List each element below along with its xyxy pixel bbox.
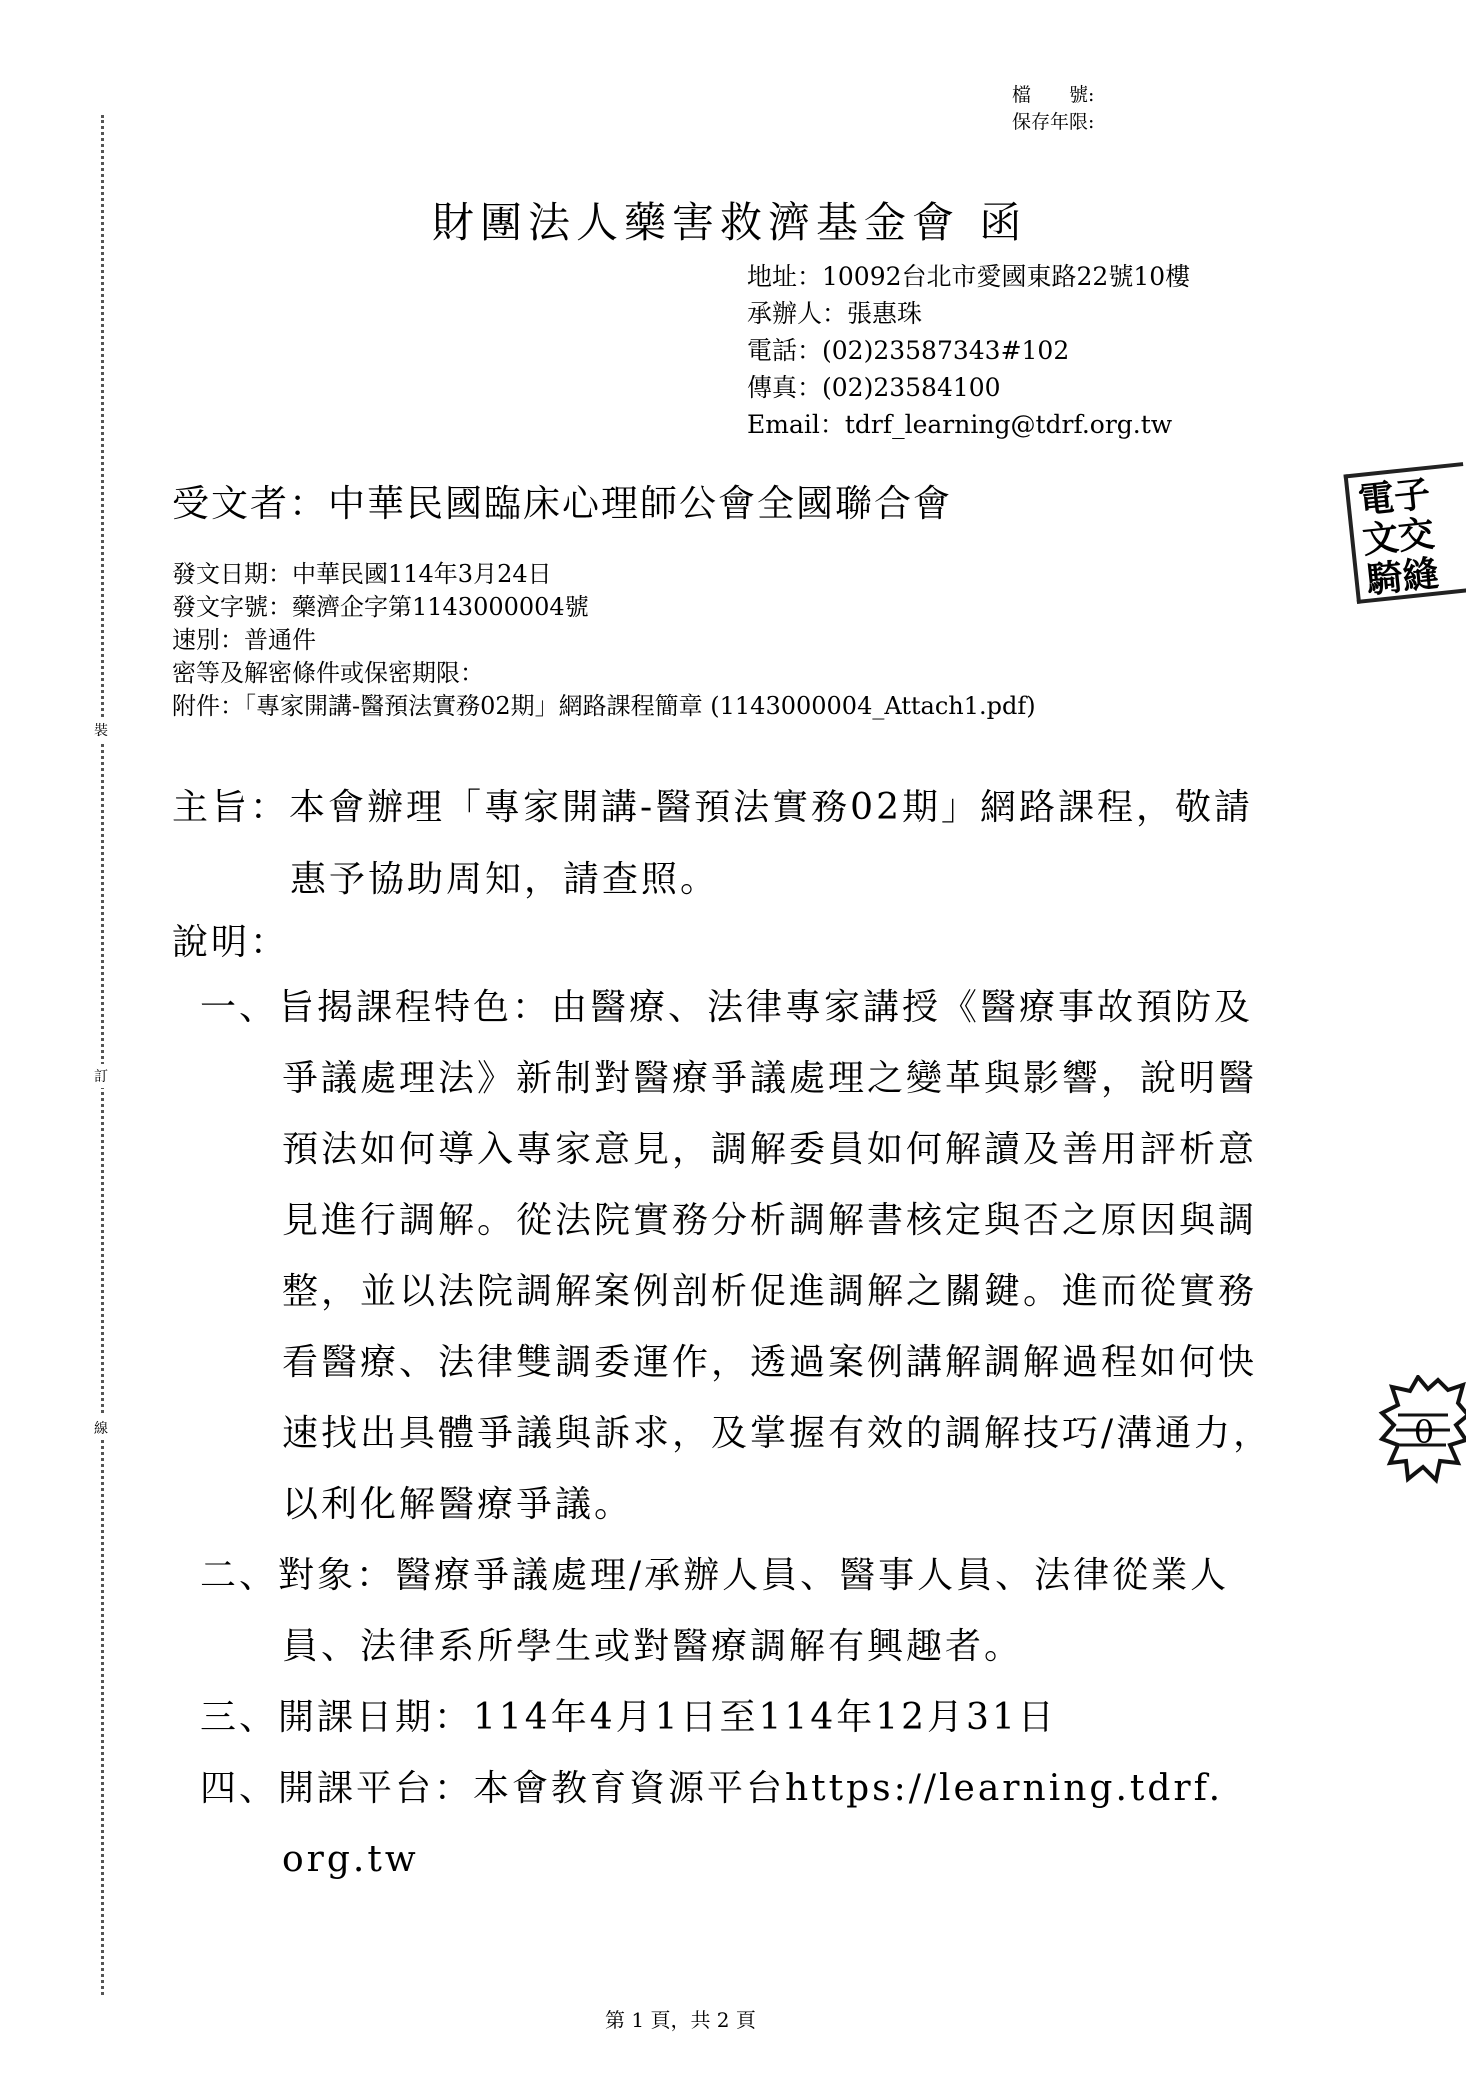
e-document-stamp	[1344, 462, 1466, 604]
dispatch-number: 發文字號：藥濟企字第1143000004號	[172, 593, 589, 621]
item-line: 二、對象：醫療爭議處理/承辦人員、醫事人員、法律從業人	[200, 1555, 1230, 1596]
item-line: 員、法律系所學生或對醫療調解有興趣者。	[282, 1626, 1024, 1667]
binding-mark-xian: 線	[94, 1416, 108, 1440]
file-number-label: 檔 號:	[1012, 84, 1095, 106]
item-line: 以利化解醫療爭議。	[282, 1484, 634, 1525]
recipient: 受文者：中華民國臨床心理師公會全國聯合會	[172, 482, 952, 525]
item-line: 爭議處理法》新制對醫療爭議處理之變革與影響，說明醫	[282, 1058, 1258, 1099]
explanation-item-1	[200, 972, 1272, 1540]
item-line: org.tw	[282, 1839, 419, 1880]
item-line: 見進行調解。從法院實務分析調解書核定與否之原因與調	[282, 1200, 1258, 1241]
explanation-label: 說明：	[172, 922, 290, 963]
stamp-line-3: 騎縫	[1364, 552, 1441, 602]
subject	[172, 772, 1253, 916]
stamp-line-2: 文交	[1360, 512, 1437, 562]
retention-label: 保存年限:	[1012, 111, 1095, 133]
stamp-line-1: 電子	[1356, 472, 1433, 523]
item-line: 看醫療、法律雙調委運作，透過案例講解調解過程如何快	[282, 1342, 1258, 1383]
explanation-item-2	[200, 1540, 1229, 1682]
seal-icon	[1378, 1375, 1466, 1495]
dispatch-date: 發文日期：中華民國114年3月24日	[172, 560, 552, 588]
item-line: 速找出具體爭議與訴求，及掌握有效的調解技巧/溝通力，	[282, 1413, 1273, 1454]
subject-line-2: 惠予協助周知，請查照。	[290, 859, 720, 900]
contact-address: 地址：10092台北市愛國東路22號10樓	[747, 262, 1191, 291]
binding-mark-zhuang: 裝	[94, 718, 108, 742]
contact-fax: 傳真：(02)23584100	[747, 373, 1001, 402]
binding-line	[101, 115, 107, 1995]
item-line: 三、開課日期：114年4月1日至114年12月31日	[200, 1697, 1057, 1738]
explanation-item-3	[200, 1682, 1057, 1753]
attachment: 附件：「專家開講-醫預法實務02期」網路課程簡章 (1143000004_Attach1.pdf)	[172, 692, 1036, 720]
contact-email: Email：tdrf_learning@tdrf.org.tw	[747, 410, 1173, 439]
contact-handler: 承辦人：張惠珠	[747, 299, 923, 328]
contact-phone: 電話：(02)23587343#102	[747, 336, 1070, 365]
item-line: 預法如何導入專家意見，調解委員如何解讀及善用評析意	[282, 1129, 1258, 1170]
item-line: 四、開課平台：本會教育資源平台https://learning.tdrf.	[200, 1768, 1224, 1809]
dispatch-meta	[172, 558, 1036, 723]
dispatch-speed: 速別：普通件	[172, 626, 316, 654]
item-line: 一、旨揭課程特色：由醫療、法律專家講授《醫療事故預防及	[200, 987, 1254, 1028]
document-title: 財團法人藥害救濟基金會 函	[432, 198, 1028, 247]
item-line: 整，並以法院調解案例剖析促進調解之關鍵。進而從實務	[282, 1271, 1258, 1312]
secrecy-level: 密等及解密條件或保密期限：	[172, 659, 484, 687]
explanation-item-4	[200, 1753, 1223, 1895]
contact-block	[747, 258, 1190, 443]
seal-text: 0	[1413, 1413, 1435, 1451]
subject-line-1: 主旨：本會辦理「專家開講-醫預法實務02期」網路課程，敬請	[172, 787, 1253, 828]
file-meta	[1012, 82, 1094, 136]
page-footer: 第 1 頁，共 2 頁	[605, 2008, 756, 2032]
binding-mark-ding: 訂	[94, 1064, 108, 1088]
